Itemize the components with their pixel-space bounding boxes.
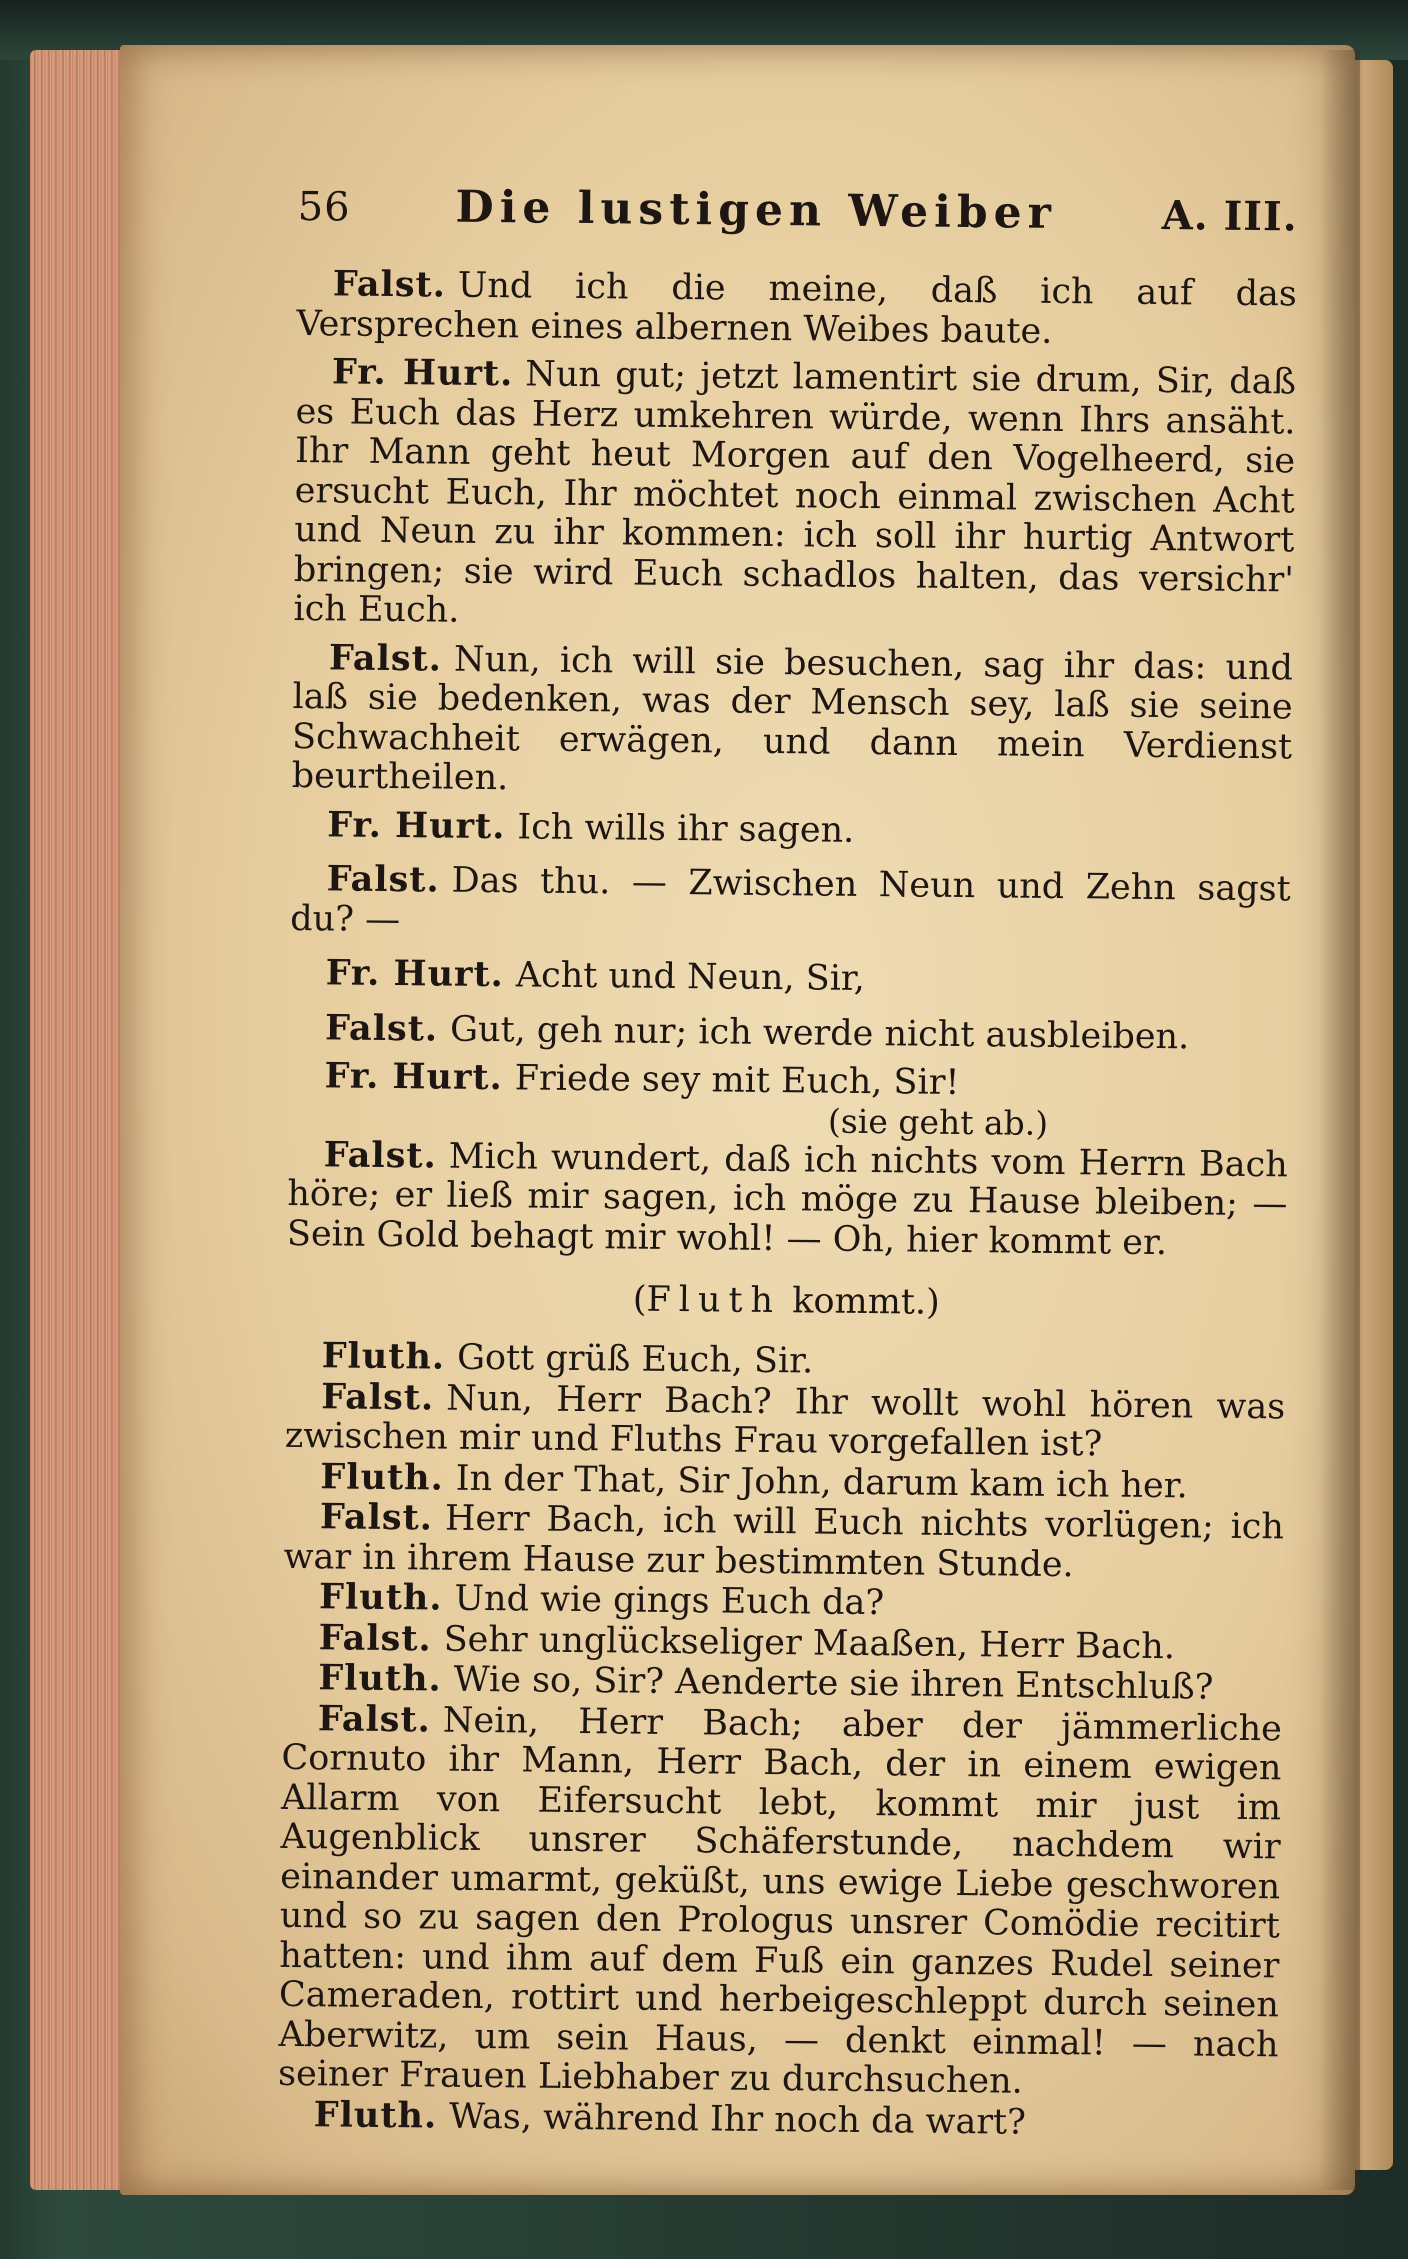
speaker: Fluth. <box>320 1455 445 1499</box>
speech <box>290 859 1291 949</box>
running-head <box>297 180 1298 260</box>
speaker: Falst. <box>332 263 447 306</box>
speech <box>278 1698 1282 2104</box>
speech <box>287 1134 1288 1264</box>
page-text <box>278 180 1298 2145</box>
speech-text: Sehr unglückseliger Maaßen, Herr Bach. <box>443 1619 1176 1667</box>
speech-text: Mich wundert, daß ich nichts vom Herrn Bach höre; er ließ mir sagen, ich möge zu Hause bleiben; — Sein Gold behagt mir wohl! — Oh, hier kommt er. <box>286 1136 1288 1263</box>
speech-text: Friede sey mit Euch, Sir! <box>514 1058 960 1103</box>
speaker: Falst. <box>324 1006 439 1050</box>
speaker: Falst. <box>328 636 443 680</box>
speaker: Fluth. <box>318 1657 442 1700</box>
speech-text: Nein, Herr Bach; aber der jämmerliche Cornuto ihr Mann, Herr Bach, der in einem ewigen Allarm von Eifersucht lebt, kommt mir just im Augenblick unsrer Schäferstunde, nachdem wir einander umarmt, geküßt, uns ewige Liebe geschworen und so zu sagen den Prologus unsrer Comödie recitirt hatten: und ihm auf dem Fuß ein ganzes Rudel seiner Cameraden, rottirt und herbeigeschleppt durch seinen Aberwitz, um sein Haus, — denkt einmal! — nach seiner Frauen Liebhaber zu durchsuchen. <box>277 1700 1283 2102</box>
stage-direction-entrance <box>286 1276 1286 1326</box>
entrance-verb: kommt.) <box>792 1281 940 1323</box>
speaker: Falst. <box>318 1616 432 1659</box>
speech-text: Nun, Herr Bach? Ihr wollt wohl hören was zwischen mir und Fluths Frau vorgefallen ist? <box>284 1378 1286 1465</box>
running-title: Die lustigen Weiber <box>455 181 1058 239</box>
speech <box>293 352 1296 640</box>
speech <box>296 264 1297 354</box>
speaker: Fr. Hurt. <box>331 351 514 395</box>
stage-direction-exit: (sie geht ab.) <box>827 1101 1049 1143</box>
speaker: Falst. <box>317 1697 432 1740</box>
speaker: Falst. <box>321 1375 435 1418</box>
entrance-open: ( <box>632 1279 647 1320</box>
speech <box>292 637 1294 806</box>
page-number: 56 <box>297 183 351 231</box>
speech-text: Nun, ich will sie besuchen, sag ihr das: und laß sie bedenken, was der Mensch sey, laß sie seine Schwachheit erwägen, und dann mein Verdienst beurtheilen. <box>291 639 1294 799</box>
speech <box>285 1376 1286 1466</box>
act-label: A. III. <box>1161 192 1298 241</box>
speaker: Falst. <box>326 858 440 901</box>
speaker: Fluth. <box>313 2093 438 2137</box>
speech-text: Ich wills ihr sagen. <box>517 806 855 851</box>
page-shadow <box>1320 50 1360 2190</box>
speaker: Falst. <box>319 1496 434 1539</box>
speech-text: Gott grüß Euch, Sir. <box>456 1337 814 1382</box>
speech-text: Herr Bach, ich will Euch nichts vorlügen; ich war in ihrem Hause zur bestimmten Stunde. <box>283 1498 1285 1585</box>
speaker: Fluth. <box>318 1576 443 1619</box>
entrance-name: Fluth <box>646 1279 782 1322</box>
speech-text: In der That, Sir John, darum kam ich her. <box>455 1458 1188 1506</box>
speech-text: Was, während Ihr noch da wart? <box>448 2096 1027 2143</box>
speech-text: Und wie gings Euch da? <box>454 1578 885 1624</box>
speech-text: Und ich die meine, daß ich auf das Versprechen eines albernen Weibes baute. <box>296 265 1298 352</box>
speech <box>283 1497 1284 1587</box>
speaker: Fr. Hurt. <box>327 803 506 847</box>
speaker: Fluth. <box>321 1335 446 1378</box>
speech-text: Wie so, Sir? Aenderte sie ihren Entschluß? <box>453 1659 1214 1708</box>
speaker: Falst. <box>323 1133 437 1177</box>
speech-text: Nun gut; jetzt lamentirt sie drum, Sir, daß es Euch das Herz umkehren würde, wenn Ihrs ansäht. Ihr Mann geht heut Morgen auf den Vogelheerd, sie ersucht Euch, Ihr möchtet noch einmal zwischen Acht und Neun zu ihr kommen: ich soll ihr hurtig Antwort bringen; sie wird Euch schadlos halten, das versichr' ich Euch. <box>293 354 1297 631</box>
speech-text: Gut, geh nur; ich werde nicht ausbleiben. <box>449 1009 1190 1057</box>
speaker: Fr. Hurt. <box>325 952 505 996</box>
speech-text: Acht und Neun, Sir, <box>515 955 866 999</box>
speaker: Fr. Hurt. <box>324 1055 503 1099</box>
speech-text: Das thu. — Zwischen Neun und Zehn sagst du? — <box>290 860 1291 940</box>
